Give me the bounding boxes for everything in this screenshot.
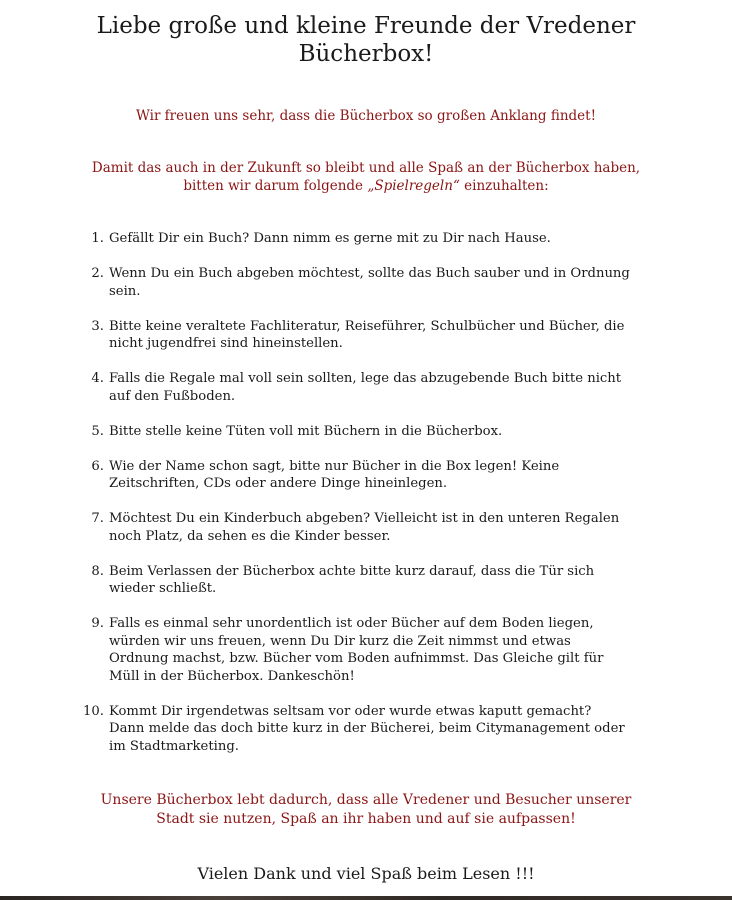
- rule-number: 2.: [91, 266, 104, 281]
- rules-list: [80, 230, 672, 773]
- rule-text-line: Bitte stelle keine Tüten voll mit Büchern in die Bücherbox.: [109, 423, 503, 439]
- rule-item: [80, 703, 672, 756]
- rule-number: 6.: [91, 458, 104, 474]
- rule-text-line: würden wir uns freuen, wenn Du Dir kurz die Zeit nimmst und etwas: [109, 633, 571, 649]
- intro-request-text: [40, 159, 692, 195]
- page-title: [40, 12, 692, 68]
- intro-request-line-1: Damit das auch in der Zukunft so bleibt und alle Spaß an der Bücherbox haben,: [91, 160, 641, 176]
- rule-text-line: auf den Fußboden.: [109, 388, 236, 404]
- rule-text-line: im Stadtmarketing.: [109, 738, 239, 754]
- rule-number: 7.: [91, 511, 104, 526]
- rule-item: [80, 458, 672, 493]
- bottom-edge-strip: [0, 896, 732, 900]
- rule-number: 8.: [91, 563, 104, 579]
- rule-number: 5.: [91, 423, 104, 439]
- rule-item: [80, 230, 672, 248]
- rule-text-line: Beim Verlassen der Bücherbox achte bitte kurz darauf, dass die Tür sich: [109, 563, 595, 579]
- rule-number: 10.: [83, 703, 104, 719]
- rule-text-line: noch Platz, da sehen es die Kinder besser.: [109, 528, 391, 544]
- rule-text-line: Möchtest Du ein Kinderbuch abgeben? Vielleicht ist in den unteren Regalen: [109, 511, 620, 526]
- rule-item: [80, 615, 672, 685]
- rule-item: [80, 563, 672, 598]
- rule-text-line: nicht jugendfrei sind hineinstellen.: [109, 336, 343, 351]
- rule-text-line: Zeitschriften, CDs oder andere Dinge hineinlegen.: [109, 476, 448, 491]
- rule-number: 9.: [91, 616, 104, 631]
- intro-welcome-text: Wir freuen uns sehr, dass die Bücherbox so großen Anklang findet!: [135, 108, 596, 124]
- rule-item: [80, 265, 672, 300]
- thanks-text: Vielen Dank und viel Spaß beim Lesen !!!: [197, 864, 535, 883]
- rule-text-line: Falls es einmal sehr unordentlich ist oder Bücher auf dem Boden liegen,: [109, 616, 594, 631]
- rule-text-line: Wie der Name schon sagt, bitte nur Bücher in die Box legen! Keine: [109, 458, 560, 474]
- rule-text-line: wieder schließt.: [109, 581, 217, 596]
- rule-text-line: Falls die Regale mal voll sein sollten, lege das abzugebende Buch bitte nicht: [109, 371, 622, 386]
- closing-statement: [40, 791, 692, 829]
- rule-number: 3.: [91, 318, 104, 334]
- rule-text-line: sein.: [109, 283, 141, 299]
- rule-number: 1.: [91, 231, 104, 246]
- closing-line-1: Unsere Bücherbox lebt dadurch, dass alle Vredener und Besucher unserer: [100, 792, 632, 808]
- title-line-2: Bücherbox!: [298, 41, 434, 67]
- rule-item: [80, 510, 672, 545]
- intro-request-line-2-start: bitten wir darum folgende: [183, 178, 368, 194]
- rule-text-line: Gefällt Dir ein Buch? Dann nimm es gerne mit zu Dir nach Hause.: [109, 231, 551, 246]
- closing-line-2: Stadt sie nutzen, Spaß an ihr haben und auf sie aufpassen!: [156, 811, 576, 827]
- intro-spielregeln-emphasis: „Spielregeln“: [367, 178, 460, 194]
- rule-text-line: Ordnung machst, bzw. Bücher vom Boden aufnimmst. Das Gleiche gilt für: [109, 651, 604, 666]
- rule-text-line: Wenn Du ein Buch abgeben möchtest, sollte das Buch sauber und in Ordnung: [109, 266, 630, 281]
- rule-item: [80, 370, 672, 405]
- title-line-1: Liebe große und kleine Freunde der Vredener: [96, 13, 636, 39]
- rule-text-line: Dann melde das doch bitte kurz in der Bücherei, beim Citymanagement oder: [109, 721, 625, 736]
- rule-item: [80, 318, 672, 353]
- rule-text-line: Müll in der Bücherbox. Dankeschön!: [109, 668, 355, 684]
- rule-number: 4.: [91, 371, 104, 386]
- rule-text-line: Bitte keine veraltete Fachliteratur, Reiseführer, Schulbücher und Bücher, die: [109, 318, 625, 334]
- rule-item: [80, 423, 672, 441]
- rule-text-line: Kommt Dir irgendetwas seltsam vor oder wurde etwas kaputt gemacht?: [109, 703, 592, 719]
- intro-request-line-2-end: einzuhalten:: [459, 178, 549, 194]
